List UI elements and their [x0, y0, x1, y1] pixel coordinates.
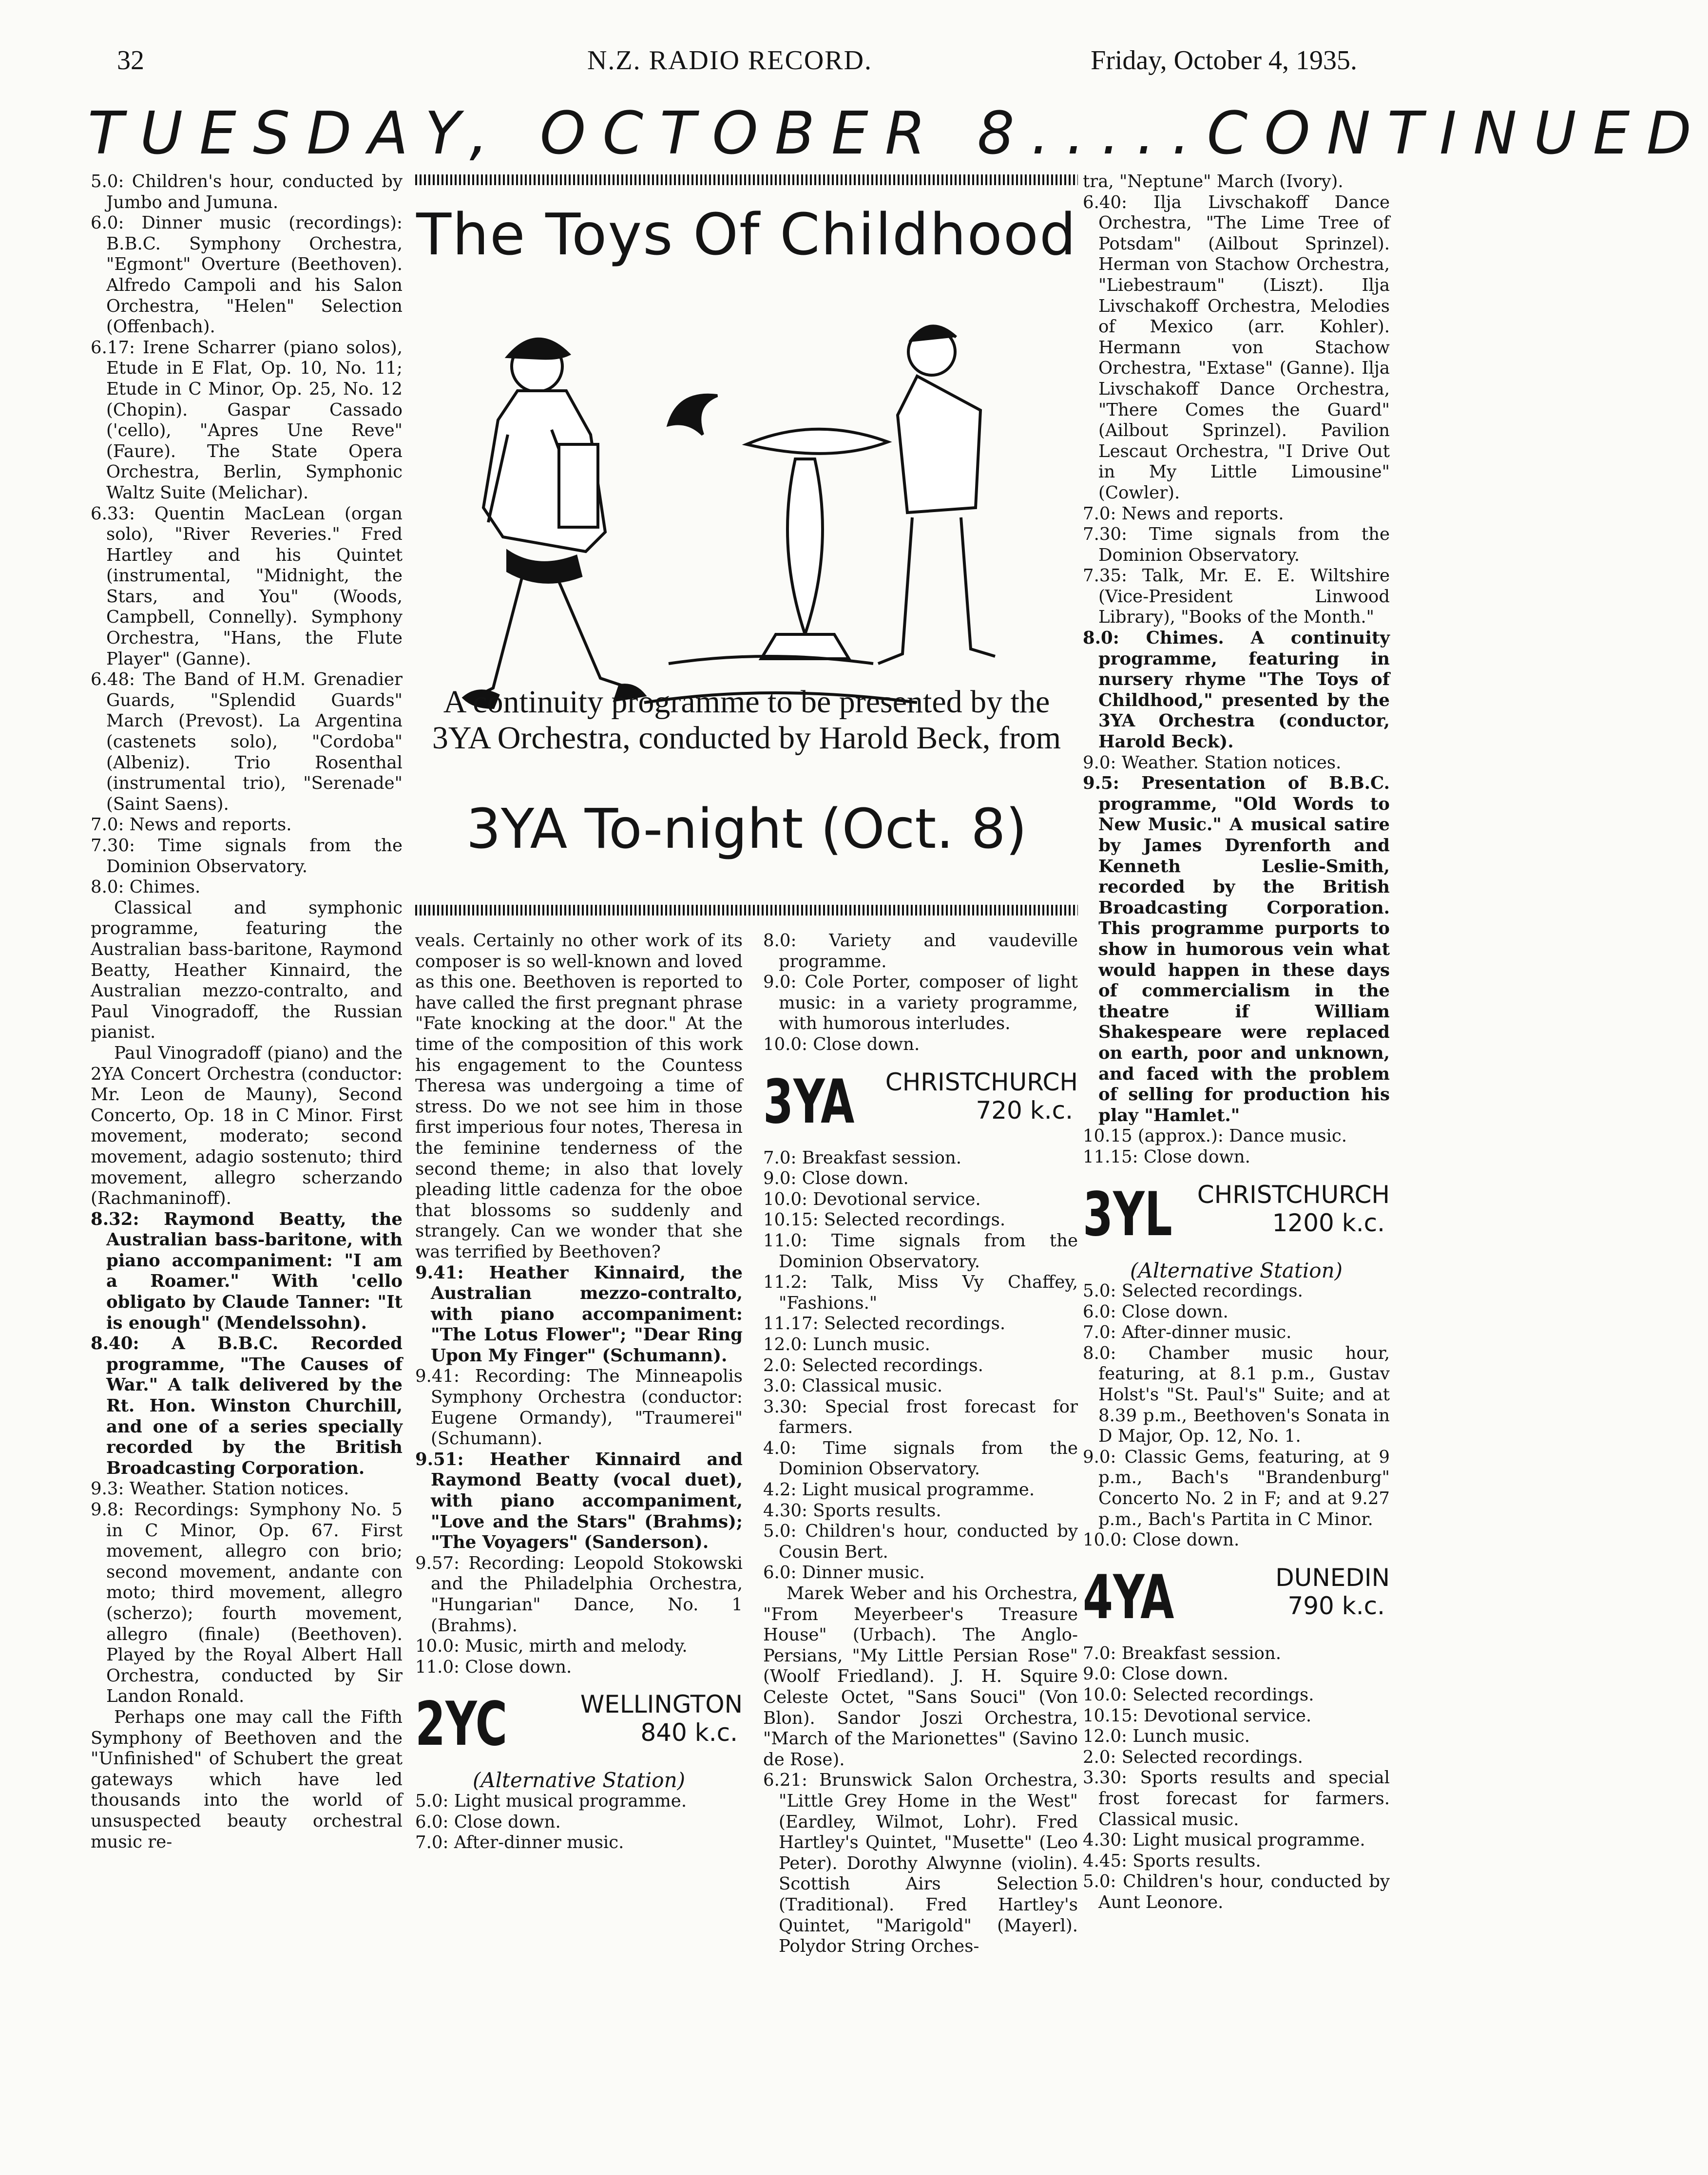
programme-item: 10.0: Selected recordings.: [1083, 1685, 1314, 1705]
programme-item: 7.30: Time signals from the Dominion Observatory.: [91, 836, 403, 877]
station-city: DUNEDIN: [1275, 1563, 1390, 1592]
page-header: [0, 45, 1459, 79]
programme-item: 10.0: Close down.: [763, 1034, 920, 1054]
station-heading-4ya: [1083, 1564, 1390, 1637]
programme-item: 8.32: Raymond Beatty, the Australian bass-baritone, with piano accompaniment: "I am a Roamer." With 'cello obligato by Claude Tanner: "It is enough" (Mendelssohn).: [91, 1209, 403, 1333]
decorative-rule: [415, 905, 1078, 916]
programme-item: 7.0: After-dinner music.: [415, 1832, 624, 1853]
station-call-sign: 3YL: [1083, 1179, 1172, 1250]
programme-item: 6.48: The Band of H.M. Grenadier Guards, "Splendid Guards" March (Prevost). La Argentina (castenets solo), "Cordoba" (Albeniz). Trio Rosenthal (instrumental trio), "Serenade" (Saint Saens).: [91, 669, 403, 814]
programme-item: 11.2: Talk, Miss Vy Chaffey, "Fashions.": [763, 1272, 1078, 1313]
programme-item: 9.0: Close down.: [1083, 1664, 1228, 1684]
programme-item: 6.33: Quentin MacLean (organ solo), "River Reveries." Fred Hartley and his Quintet (instrumental, "Midnight, the Stars, and You" (Woods, Campbell, Connelly). Symphony Orchestra, "Hans, the Flute Player" (Ganne).: [91, 503, 403, 669]
station-heading-3ya: [763, 1068, 1078, 1141]
programme-item: 4.30: Sports results.: [763, 1500, 941, 1521]
publication-title: N.Z. RADIO RECORD.: [587, 45, 873, 76]
broadcast-headline: 3YA To-night (Oct. 8): [466, 798, 1027, 861]
station-call-sign: 4YA: [1083, 1562, 1174, 1633]
programme-item: 2.0: Selected recordings.: [1083, 1747, 1303, 1767]
programme-item: 10.15 (approx.): Dance music.: [1083, 1126, 1347, 1146]
station-call-sign: 2YC: [415, 1689, 508, 1760]
station-city: CHRISTCHURCH: [1197, 1180, 1390, 1209]
programme-item: tra, "Neptune" March (Ivory).: [1083, 172, 1343, 191]
feature-box: [415, 172, 1078, 917]
programme-item: 11.17: Selected recordings.: [763, 1314, 1006, 1334]
station-frequency: 1200 k.c.: [1272, 1208, 1385, 1237]
programme-item: 4.45: Sports results.: [1083, 1851, 1261, 1871]
column-4: [1083, 172, 1390, 1913]
station-frequency: 840 k.c.: [640, 1718, 738, 1747]
feature-title: The Toys Of Childhood: [416, 201, 1077, 268]
station-heading-2yc: [415, 1690, 743, 1763]
programme-item: 5.0: Light musical programme.: [415, 1791, 687, 1811]
programme-item: 2.0: Selected recordings.: [763, 1355, 983, 1375]
programme-item: 6.40: Ilja Livschakoff Dance Orchestra, "The Lime Tree of Potsdam" (Ailbout Sprinzel). Herman von Stachow Orchestra, "Liebestraum" (Liszt). Ilja Livschakoff Orchestra, Melodies of Mexico (arr. Kohler). Hermann von Stachow Orchestra, "Extase" (Ganne). Ilja Livschakoff Dance Orchestra, "There Comes the Guard" (Ailbout Sprinzel). Pavilion Lescaut Orchestra, "I Drive Out in My Little Limousine" (Cowler).: [1083, 192, 1390, 503]
programme-item: 8.40: A B.B.C. Recorded programme, "The Causes of War." A talk delivered by the Rt. Hon. Winston Churchill, and one of a series specially recorded by the British Broadcasting Corporation.: [91, 1334, 403, 1478]
programme-item: 9.41: Recording: The Minneapolis Symphony Orchestra (conductor: Eugene Ormandy), "Traumerei" (Schumann).: [415, 1366, 743, 1449]
programme-item: 12.0: Lunch music.: [763, 1334, 930, 1355]
programme-item: 9.0: Close down.: [763, 1168, 909, 1189]
programme-item: 9.41: Heather Kinnaird, the Australian mezzo-contralto, with piano accompaniment: "The Lotus Flower"; "Dear Ring Upon My Finger" (Schumann).: [415, 1262, 743, 1366]
decorative-rule: [415, 174, 1078, 185]
programme-item: 8.0: Chimes. A continuity programme, featuring in nursery rhyme "The Toys of Childhood," presented by the 3YA Orchestra (conductor, Harold Beck).: [1083, 628, 1390, 752]
programme-item: 9.0: Cole Porter, composer of light music: in a variety programme, with humorous interludes.: [763, 972, 1078, 1034]
programme-item: 7.30: Time signals from the Dominion Observatory.: [1083, 524, 1390, 565]
programme-item: 6.0: Dinner music.: [763, 1563, 925, 1583]
programme-item: 4.30: Light musical programme.: [1083, 1830, 1365, 1851]
programme-item: 10.0: Music, mirth and melody.: [415, 1636, 688, 1657]
programme-item: 7.0: Breakfast session.: [1083, 1643, 1282, 1663]
programme-item: 6.17: Irene Scharrer (piano solos), Etude in E Flat, Op. 10, No. 11; Etude in C Minor, Op. 25, No. 12 (Chopin). Gaspar Cassado ('cello), "Apres Une Reve" (Faure). The State Opera Orchestra, Berlin, Symphonic Waltz Suite (Melichar).: [91, 337, 403, 503]
programme-item: 4.2: Light musical programme.: [763, 1480, 1035, 1500]
column-2: [415, 931, 743, 1853]
station-subtitle: (Alternative Station): [1130, 1258, 1343, 1282]
station-subtitle: (Alternative Station): [472, 1768, 686, 1793]
programme-item: 8.0: Chamber music hour, featuring, at 8.1 p.m., Gustav Holst's "St. Paul's" Suite; and at 8.39 p.m., Beethoven's Sonata in D Major, Op. 12, No. 1.: [1083, 1343, 1390, 1447]
programme-item: 9.0: Weather. Station notices.: [1083, 752, 1342, 773]
programme-item: 3.0: Classical music.: [763, 1376, 943, 1396]
programme-item: 7.0: After-dinner music.: [1083, 1322, 1292, 1343]
programme-item: 4.0: Time signals from the Dominion Observatory.: [763, 1438, 1078, 1479]
continuity-text: A continuity programme to be presented by the 3YA Orchestra, conducted by Harold Beck, from: [432, 684, 1061, 756]
programme-item: 3.30: Sports results and special frost forecast for farmers. Classical music.: [1083, 1768, 1390, 1830]
programme-item: 12.0: Lunch music.: [1083, 1726, 1250, 1747]
programme-item: 8.0: Chimes.: [91, 877, 201, 897]
issue-date: Friday, October 4, 1935.: [1091, 45, 1357, 76]
programme-note: Paul Vinogradoff (piano) and the 2YA Concert Orchestra (conductor: Mr. Leon de Mauny), Second Concerto, Op. 18 in C Minor. First movement, moderato; second movement, adagio sostenuto; third movement, allegro scherzando (Rachmaninoff).: [91, 1043, 403, 1209]
programme-item: 9.57: Recording: Leopold Stokowski and the Philadelphia Orchestra, "Hungarian" Dance, No. 1 (Brahms).: [415, 1553, 743, 1636]
programme-item: 10.15: Devotional service.: [1083, 1705, 1312, 1726]
programme-item: 5.0: Children's hour, conducted by Cousin Bert.: [763, 1521, 1078, 1562]
programme-note: veals. Certainly no other work of its composer is so well-known and loved as this one. Beethoven is reported to have called the first pregnant phrase "Fate knocking at the door." At the time of the composition of this work his engagement to the Countess Theresa was undergoing a time of stress. Do we not see him in those first imperious four notes, Theresa in the feminine tenderness of the second theme; in also that lovely pleading little cadenza for the oboe that blossoms so suddenly and strangely. Can we wonder that she was terrified by Beethoven?: [415, 931, 743, 1262]
programme-item: 9.8: Recordings: Symphony No. 5 in C Minor, Op. 67. First movement, allegro con brio; second movement, andante con moto; third movement, allegro (scherzo); fourth movement, allegro (finale) (Beethoven). Played by the Royal Albert Hall Orchestra, conducted by Sir Landon Ronald.: [91, 1500, 403, 1707]
programme-item: 8.0: Variety and vaudeville programme.: [763, 931, 1078, 972]
programme-note: Perhaps one may call the Fifth Symphony of Beethoven and the "Unfinished" of Schubert the great gateways which have led thousands into the world of unsuspected beauty orchestral music re-: [91, 1707, 403, 1852]
programme-item: 10.15: Selected recordings.: [763, 1210, 1006, 1230]
programme-note: Marek Weber and his Orchestra, "From Meyerbeer's Treasure House" (Urbach). The Anglo-Persians, "My Little Persian Rose" (Woolf Friedland). J. H. Squire Celeste Octet, "Sans Souci" (Von Blon). Sandor Joszi Orchestra, "March of the Marionettes" (Savino de Rose).: [763, 1584, 1078, 1770]
programme-item: 6.0: Close down.: [1083, 1301, 1228, 1322]
programme-item: 10.0: Close down.: [1083, 1530, 1240, 1550]
programme-item: 6.0: Dinner music (recordings): B.B.C. Symphony Orchestra, "Egmont" Overture (Beethoven). Alfredo Campoli and his Salon Orchestra, "Helen" Selection (Offenbach).: [91, 213, 403, 337]
programme-item: 10.0: Devotional service.: [763, 1189, 981, 1209]
programme-item: 9.5: Presentation of B.B.C. programme, "Old Words to New Music." A musical satire by James Dyrenforth and Kenneth Leslie-Smith, recorded by the British Broadcasting Corporation. This programme purports to show in humorous vein what would happen in these days of commercialism in the theatre if William Shakespeare were replaced on earth, poor and unknown, and faced with the problem of selling for production his play "Hamlet.": [1083, 773, 1390, 1126]
programme-item: 6.21: Brunswick Salon Orchestra, "Little Grey Home in the West" (Eardley, Wilmot, Lohr). Fred Hartley's Quintet, "Musette" (Leo Peter). Dorothy Alwynne (violin). Scottish Airs Selection (Traditional). Fred Hartley's Quintet, "Marigold" (Mayerl). Polydor String Orches-: [763, 1770, 1078, 1957]
day-banner: TUESDAY, OCTOBER 8.....CONTINUED: [88, 100, 1708, 168]
programme-note: Classical and symphonic programme, featuring the Australian bass-baritone, Raymond Beatty, Heather Kinnaird, the Australian mezzo-contralto, and Paul Vinogradoff, the Russian pianist.: [91, 897, 403, 1043]
programme-item: 11.0: Time signals from the Dominion Observatory.: [763, 1230, 1078, 1272]
station-heading-3yl: [1083, 1181, 1390, 1254]
programme-item: 5.0: Selected recordings.: [1083, 1281, 1303, 1301]
programme-item: 11.0: Close down.: [415, 1657, 572, 1677]
programme-item: 5.0: Children's hour, conducted by Aunt Leonore.: [1083, 1871, 1390, 1912]
programme-item: 3.30: Special frost forecast for farmers.: [763, 1396, 1078, 1438]
column-1: [91, 172, 403, 1852]
station-call-sign: 3YA: [763, 1067, 855, 1137]
programme-item: 5.0: Children's hour, conducted by Jumbo and Jumuna.: [91, 172, 403, 212]
station-frequency: 790 k.c.: [1287, 1591, 1385, 1620]
programme-item: 6.0: Close down.: [415, 1812, 561, 1832]
station-frequency: 720 k.c.: [976, 1096, 1073, 1125]
programme-item: 7.0: News and reports.: [91, 815, 292, 835]
programme-item: 9.51: Heather Kinnaird and Raymond Beatty (vocal duet), with piano accompaniment, "Love and the Stars" (Brahms); "The Voyagers" (Sanderson).: [415, 1449, 743, 1553]
station-city: CHRISTCHURCH: [885, 1068, 1078, 1096]
column-3: [763, 931, 1078, 1957]
page-number: 32: [117, 45, 144, 76]
programme-item: 9.3: Weather. Station notices.: [91, 1479, 349, 1499]
programme-item: 7.0: News and reports.: [1083, 503, 1284, 524]
programme-item: 7.35: Talk, Mr. E. E. Wiltshire (Vice-President Linwood Library), "Books of the Month.": [1083, 566, 1390, 628]
station-city: WELLINGTON: [580, 1690, 743, 1719]
programme-item: 9.0: Classic Gems, featuring, at 9 p.m., Bach's "Brandenburg" Concerto No. 2 in F; and at 9.27 p.m., Bach's Partita in C Minor.: [1083, 1447, 1390, 1529]
programme-item: 11.15: Close down.: [1083, 1146, 1250, 1167]
programme-item: 7.0: Breakfast session.: [763, 1147, 962, 1168]
